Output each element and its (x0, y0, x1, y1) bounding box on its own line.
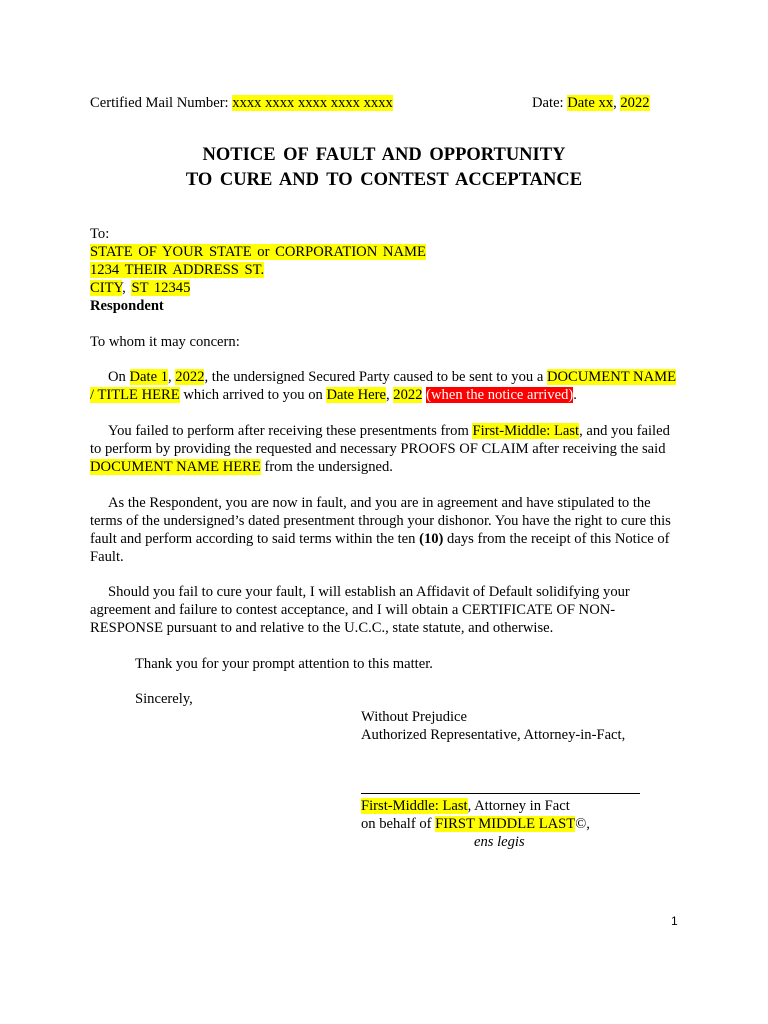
authorized-representative: Authorized Representative, Attorney-in-Fact, (361, 727, 626, 743)
signer-name: First-Middle: Last (361, 798, 468, 814)
address-line-2: 1234 THEIR ADDRESS ST. (90, 262, 265, 278)
page-number: 1 (671, 914, 678, 928)
signer-name-line: First-Middle: Last, Attorney in Fact (361, 798, 570, 814)
paragraph-3: As the Respondent, you are now in fault, and you are in agreement and have stipulated to the terms of the undersigned’s dated presentment through your dishonor. You have the right to cure this fault and perform according to said terms within the ten (10) days from the receipt of this Notice of Fault. (90, 495, 671, 565)
date-label: Date: (532, 95, 564, 111)
mail-number: xxxx xxxx xxxx xxxx xxxx (232, 95, 393, 111)
paragraph-4: Should you fail to cure your fault, I will establish an Affidavit of Default solidifying your agreement and failure to contest acceptance, and I will obtain a CERTIFICATE OF NON-RESPONSE pursuant to and relative to the U.C.C., state statute, and otherwise. (90, 584, 630, 636)
behalf-line: on behalf of FIRST MIDDLE LAST©, (361, 816, 590, 832)
date-line: Date: Date xx, 2022 (532, 95, 650, 111)
signature-line (361, 793, 640, 794)
closing: Sincerely, (135, 691, 193, 707)
certified-mail-line (90, 94, 393, 112)
respondent-label: Respondent (90, 298, 164, 314)
paragraph-1: On Date 1, 2022, the undersigned Secured Party caused to be sent to you a DOCUMENT NAME / TITLE HERE which arrived to you on Date Here, 2022 (when the notice arrived). (90, 369, 677, 403)
behalf-name: FIRST MIDDLE LAST (435, 816, 576, 832)
address-city: CITY (90, 280, 123, 296)
to-label: To: (90, 226, 110, 242)
salutation: To whom it may concern: (90, 334, 240, 350)
address-line-1: STATE OF YOUR STATE or CORPORATION NAME (90, 244, 426, 260)
mail-label: Certified Mail Number: (90, 95, 229, 111)
without-prejudice: Without Prejudice (361, 709, 468, 725)
thanks-line: Thank you for your prompt attention to this matter. (135, 656, 433, 672)
paragraph-2: You failed to perform after receiving these presentments from First-Middle: Last, and you failed to perform by providing the requested and necessary PROOFS OF CLAIM after receiving the said DOCUMENT NAME HERE from the undersigned. (90, 423, 670, 475)
date-year: 2022 (620, 95, 650, 111)
recipient-address: To: STATE OF YOUR STATE or CORPORATION NAME 1234 THEIR ADDRESS ST. CITY, ST 12345 Respondent (90, 225, 678, 315)
arrival-note: (when the notice arrived) (426, 387, 574, 403)
title-line-1: NOTICE OF FAULT AND OPPORTUNITY (202, 145, 566, 165)
title-line-2: TO CURE AND TO CONTEST ACCEPTANCE (185, 170, 583, 190)
date-value: Date xx (567, 95, 614, 111)
address-state-zip: ST 12345 (131, 280, 191, 296)
ens-legis: ens legis (474, 834, 525, 850)
